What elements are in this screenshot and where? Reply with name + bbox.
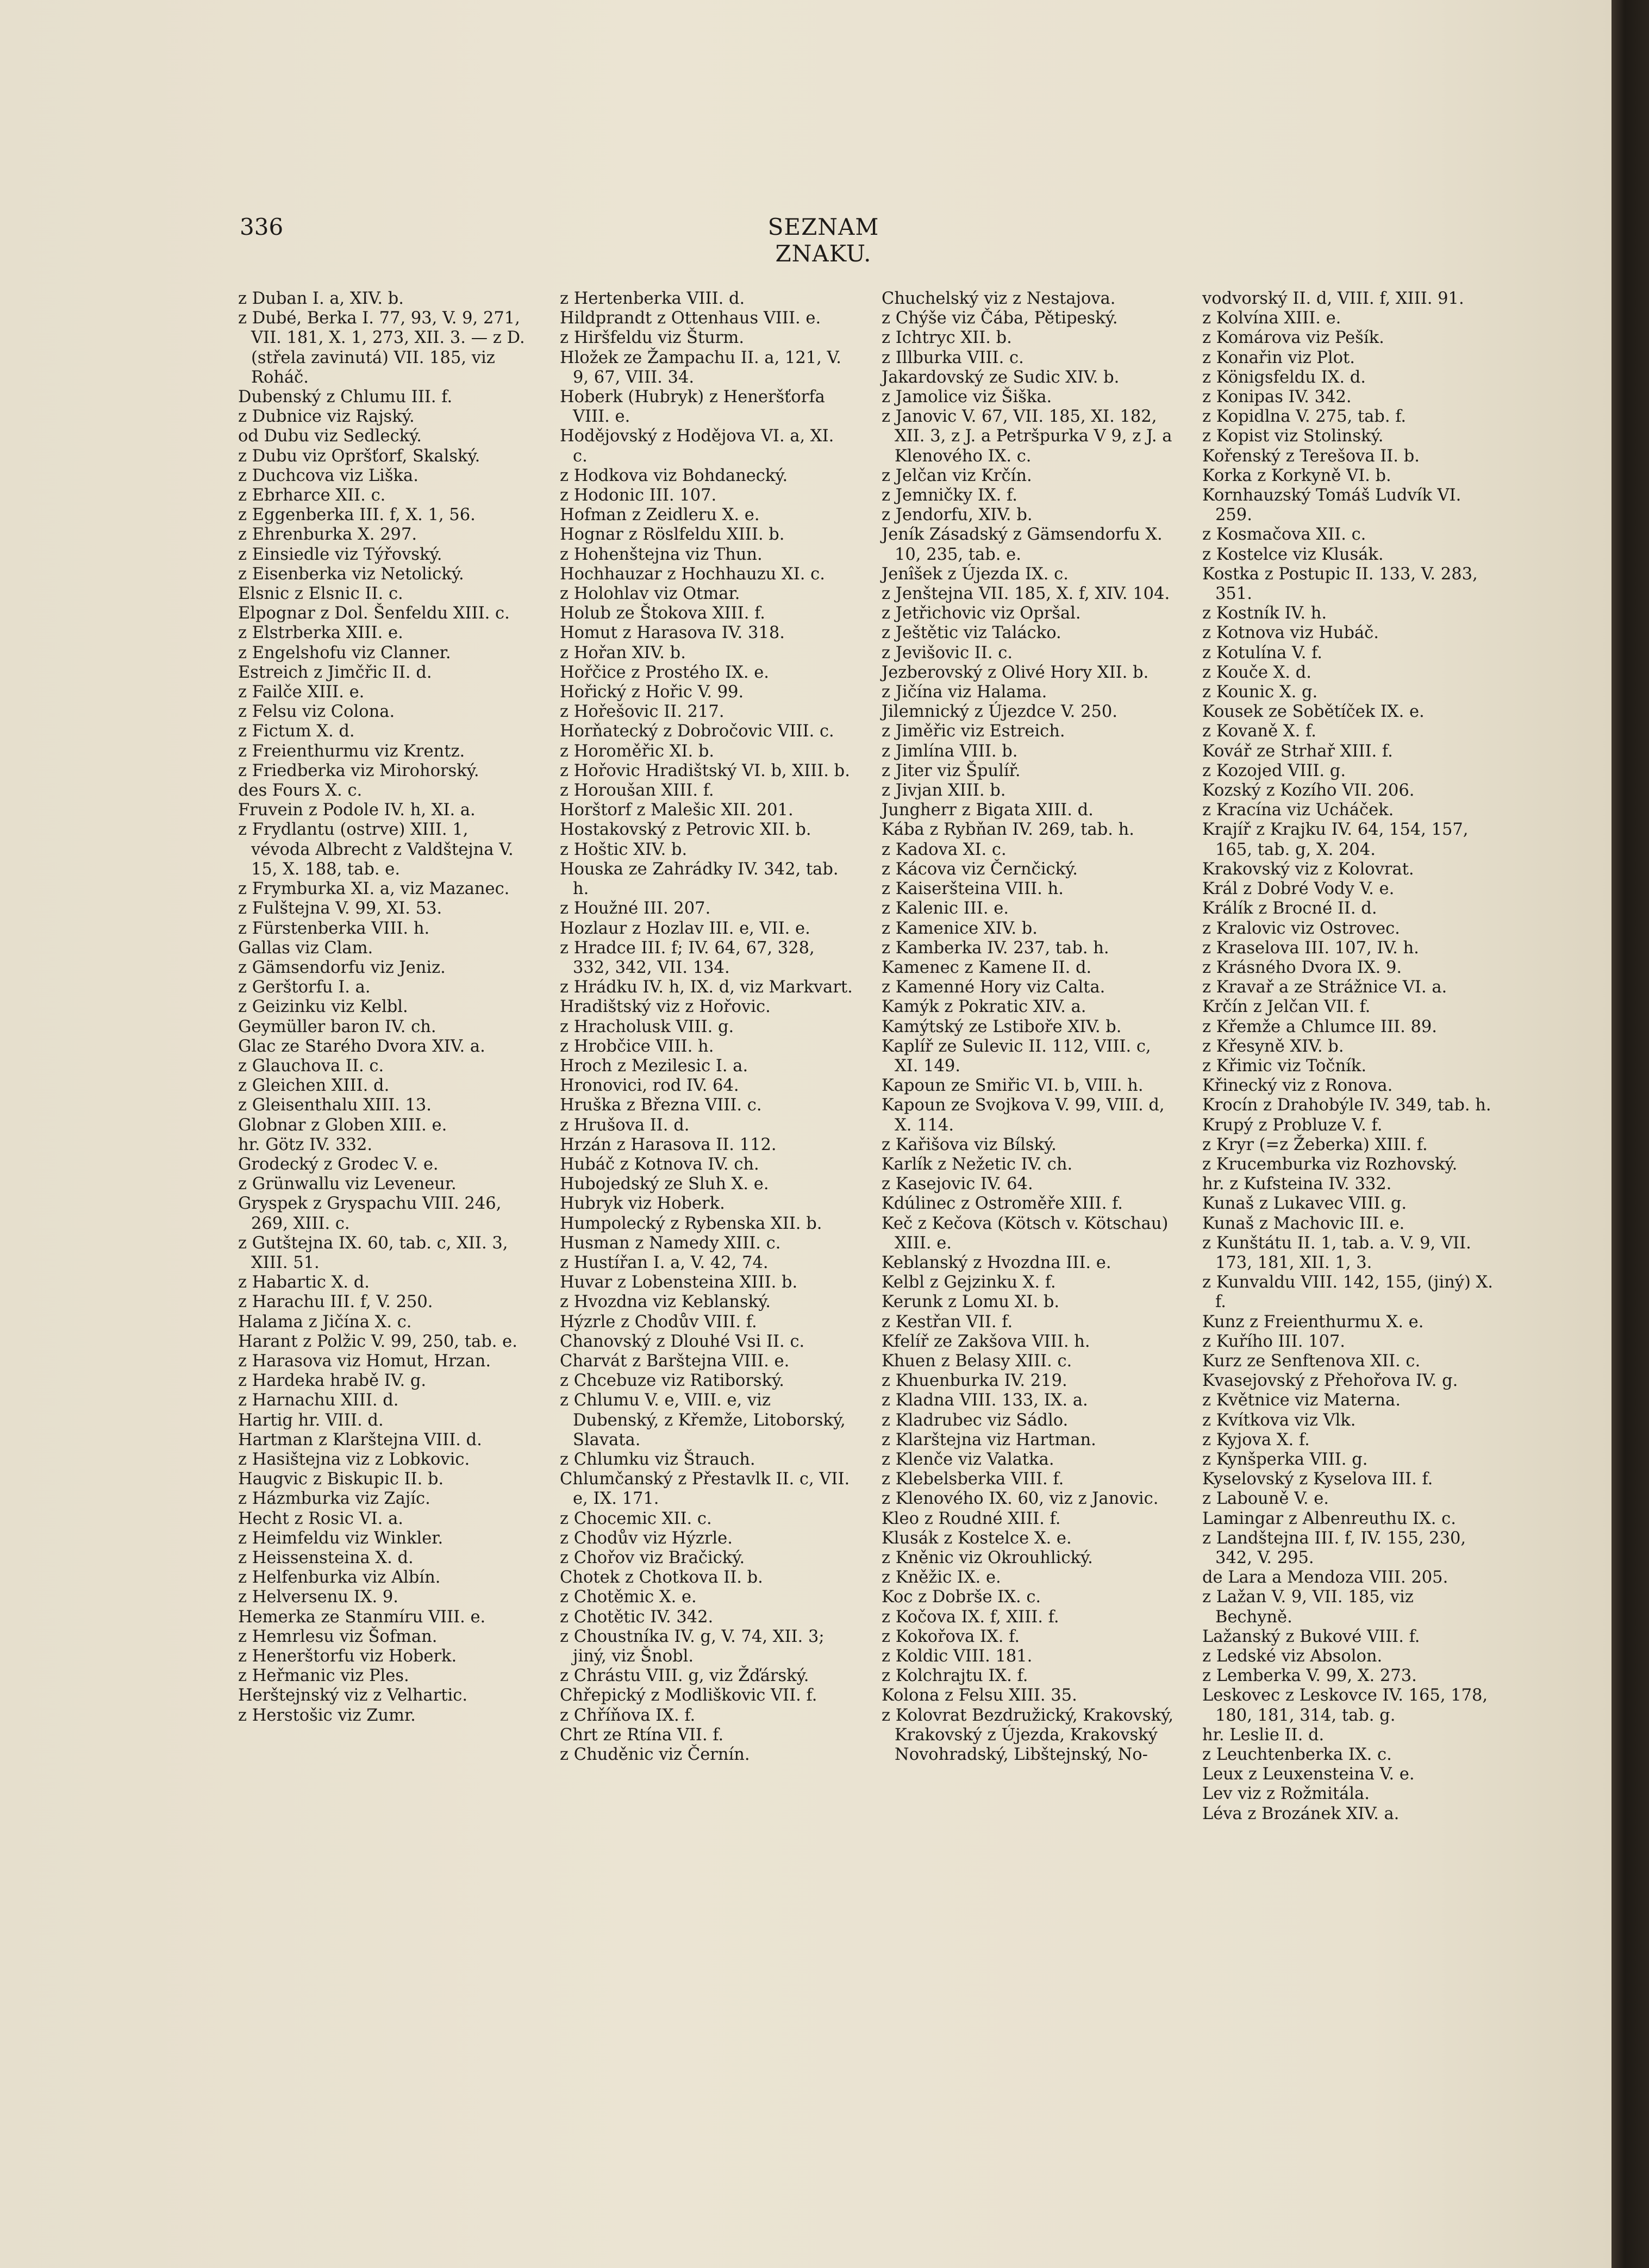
index-entry: z Dubu viz Opršťorf, Skalský. <box>238 446 480 466</box>
index-entry: Charvát z Barštejna VIII. e. <box>560 1351 790 1371</box>
index-entry: Kfelíř ze Zakšova VIII. h. <box>882 1332 1090 1351</box>
index-entry: Hubáč z Kotnova IV. ch. <box>560 1154 759 1174</box>
index-entry: z Hořan XIV. b. <box>560 643 686 663</box>
index-entry: Huvar z Lobensteina XIII. b. <box>560 1273 798 1292</box>
index-entry: z Felsu viz Colona. <box>238 702 395 722</box>
index-entry: z Kamenice XIV. b. <box>882 919 1038 938</box>
index-entry: z Hvozdna viz Keblanský. <box>560 1292 771 1312</box>
index-entry: Kamýtský ze Lstiboře XIV. b. <box>882 1017 1122 1036</box>
index-entry: z Kosmačova XII. c. <box>1202 525 1366 545</box>
index-entry: z Kolvína XIII. e. <box>1202 309 1341 328</box>
index-column-2 <box>560 289 853 1765</box>
index-entry: z Chotětic IV. 342. <box>560 1607 714 1627</box>
index-entry: Kunaš z Machovic III. e. <box>1202 1214 1405 1233</box>
index-entry: z Jiter viz Špulíř. <box>882 761 1021 780</box>
index-entry: Hořický z Hořic V. 99. <box>560 683 744 702</box>
index-entry: z Chuděnic viz Černín. <box>560 1745 750 1765</box>
index-entry: z Fictum X. d. <box>238 722 355 741</box>
index-entry: z Jemničky IX. f. <box>882 486 1017 505</box>
index-entry: z Hardeka hrabě IV. g. <box>238 1371 427 1391</box>
index-entry: z Fulštejna V. 99, XI. 53. <box>238 899 442 919</box>
index-entry: Chanovský z Dlouhé Vsi II. c. <box>560 1332 805 1351</box>
index-entry: z Komárova viz Pešík. <box>1202 328 1384 348</box>
index-entry: Kunz z Freienthurmu X. e. <box>1202 1312 1424 1332</box>
index-entry: z Kotulína V. f. <box>1202 643 1323 663</box>
index-entry: z Lemberka V. 99, X. 273. <box>1202 1666 1417 1686</box>
index-entry: z Křemže a Chlumce III. 89. <box>1202 1017 1437 1036</box>
index-entry: Chlumčanský z Přestavlk II. c, VII. e, IX. 171. <box>560 1470 850 1509</box>
index-entry: de Lara a Mendoza VIII. 205. <box>1202 1568 1448 1588</box>
index-entry: Hruška z Března VIII. c. <box>560 1096 762 1115</box>
index-entry: z Helversenu IX. 9. <box>238 1588 398 1607</box>
index-entry: Léva z Brozánek XIV. a. <box>1202 1804 1400 1823</box>
index-entry: z Hodkova viz Bohdanecký. <box>560 466 788 485</box>
index-entry: Globnar z Globen XIII. e. <box>238 1115 447 1135</box>
index-entry: z Gleisenthalu XIII. 13. <box>238 1096 432 1115</box>
index-entry: z Gämsendorfu viz Jeniz. <box>238 958 446 977</box>
index-entry: Estreich z Jimčřic II. d. <box>238 663 432 682</box>
index-entry: z Kalenic III. e. <box>882 899 1009 919</box>
index-entry: z Kněnic viz Okrouhlický. <box>882 1548 1093 1567</box>
index-entry: z Janovic V. 67, VII. 185, XI. 182, XII. 3, z J. a Petršpurka V 9, z J. a Klenového IX. c. <box>882 407 1172 466</box>
index-entry: Kamenec z Kamene II. d. <box>882 958 1092 977</box>
book-binding-edge <box>1611 0 1649 2268</box>
index-entry: Kapoun ze Smiřic VI. b, VIII. h. <box>882 1076 1144 1096</box>
index-entry: z Kladrubec viz Sádlo. <box>882 1410 1069 1430</box>
index-entry: z Jivjan XIII. b. <box>882 781 1006 801</box>
index-entry: z Ještětic viz Talácko. <box>882 623 1061 643</box>
index-entry: Kdúlinec z Ostroměře XIII. f. <box>882 1194 1123 1214</box>
index-entry: z Chořov viz Bračický. <box>560 1548 745 1567</box>
index-entry: z Kotnova viz Hubáč. <box>1202 623 1379 643</box>
index-entry: z Hrádku IV. h, IX. d, viz Markvart. <box>560 978 853 997</box>
index-entry: Harant z Polžic V. 99, 250, tab. e. <box>238 1332 517 1351</box>
index-entry: Kleo z Roudné XIII. f. <box>882 1509 1061 1528</box>
index-entry: z Elstrberka XIII. e. <box>238 623 403 643</box>
index-entry: z Hustířan I. a, V. 42, 74. <box>560 1253 769 1272</box>
index-entry: Leux z Leuxensteina V. e. <box>1202 1765 1415 1784</box>
index-entry: Kornhauzský Tomáš Ludvík VI. 259. <box>1202 486 1461 525</box>
index-entry: Král z Dobré Vody V. e. <box>1202 879 1395 899</box>
index-entry: Křinecký viz z Ronova. <box>1202 1076 1393 1096</box>
index-entry: z Kralovic viz Ostrovec. <box>1202 919 1400 938</box>
index-entry: z Hrobčice VIII. h. <box>560 1036 714 1056</box>
index-entry: Keč z Kečova (Kötsch v. Kötschau) XIII. e. <box>882 1214 1169 1253</box>
index-entry: z Choustníka IV. g, V. 74, XII. 3; jiný, viz Šnobl. <box>560 1627 824 1666</box>
index-entry: z Horoměřic XI. b. <box>560 741 715 761</box>
index-entry: Krajíř z Krajku IV. 64, 154, 157, 165, tab. g, X. 204. <box>1202 820 1469 859</box>
index-entry: z Geizinku viz Kelbl. <box>238 997 408 1017</box>
index-entry: z Házmburka viz Zajíc. <box>238 1489 430 1509</box>
index-entry: Krocín z Drahobýle IV. 349, tab. h. <box>1202 1096 1491 1115</box>
index-entry: Kousek ze Sobětíček IX. e. <box>1202 702 1425 722</box>
index-entry: z Hohenštejna viz Thun. <box>560 545 763 564</box>
index-entry: Kostka z Postupic II. 133, V. 283, 351. <box>1202 564 1478 604</box>
index-entry: Lažanský z Bukové VIII. f. <box>1202 1627 1420 1646</box>
index-entry: Hemerka ze Stanmíru VIII. e. <box>238 1607 486 1627</box>
index-entry: z Kočova IX. f, XIII. f. <box>882 1607 1059 1627</box>
index-entry: z Heřmanic viz Ples. <box>238 1666 409 1686</box>
index-entry: Kurz ze Senftenova XII. c. <box>1202 1351 1421 1371</box>
index-entry: Holub ze Štokova XIII. f. <box>560 604 766 623</box>
index-entry: Koc z Dobrše IX. c. <box>882 1588 1041 1607</box>
index-entry: z Habartic X. d. <box>238 1273 370 1292</box>
index-entry: Horštorf z Malešic XII. 201. <box>560 801 794 820</box>
index-entry: z Hoštic XIV. b. <box>560 840 688 859</box>
index-entry: z Hrušova II. d. <box>560 1115 690 1135</box>
index-entry: z Eisenberka viz Netolický. <box>238 564 464 584</box>
index-entry: z Konipas IV. 342. <box>1202 388 1352 407</box>
index-entry: z Kařišova viz Bílský. <box>882 1135 1057 1154</box>
index-entry: z Kunštátu II. 1, tab. a. V. 9, VII. 173, 181, XII. 1, 3. <box>1202 1233 1471 1272</box>
index-entry: Hoberk (Hubryk) z Heneršťorfa VIII. e. <box>560 388 825 427</box>
index-entry: Hýzrle z Chodův VIII. f. <box>560 1312 757 1332</box>
index-entry: z Harasova viz Homut, Hrzan. <box>238 1351 491 1371</box>
index-entry: z Hemrlesu viz Šofman. <box>238 1627 438 1646</box>
index-entry: Kunaš z Lukavec VIII. g. <box>1202 1194 1407 1214</box>
index-entry: z Krásného Dvora IX. 9. <box>1202 958 1402 977</box>
index-entry: Hofman z Zeidleru X. e. <box>560 505 760 525</box>
index-entry: Hozlaur z Hozlav III. e, VII. e. <box>560 919 810 938</box>
index-entry: z Kopist viz Stolinský. <box>1202 427 1384 446</box>
index-entry: Kamýk z Pokratic XIV. a. <box>882 997 1086 1017</box>
index-entry: hr. Götz IV. 332. <box>238 1135 373 1154</box>
index-entry: Kořenský z Terešova II. b. <box>1202 446 1420 466</box>
index-entry: Kyselovský z Kyselova III. f. <box>1202 1470 1433 1489</box>
index-entry: z Jendorfu, XIV. b. <box>882 505 1033 525</box>
index-entry: hr. z Kufsteina IV. 332. <box>1202 1174 1392 1194</box>
index-entry: Gryspek z Gryspachu VIII. 246, 269, XIII. c. <box>238 1194 502 1233</box>
index-entry: z Engelshofu viz Clanner. <box>238 643 451 663</box>
page-number: 336 <box>240 214 284 240</box>
index-entry: Chrt ze Rtína VII. f. <box>560 1725 724 1745</box>
index-entry: Hecht z Rosic VI. a. <box>238 1509 403 1528</box>
index-entry: z Hradce III. f; IV. 64, 67, 328, 332, 342, VII. 134. <box>560 938 815 977</box>
index-entry: z Königsfeldu IX. d. <box>1202 367 1366 387</box>
index-entry: z Chlumu V. e, VIII. e, viz Dubenský, z Křemže, Litoborský, Slavata. <box>560 1391 846 1449</box>
index-entry: z Dubnice viz Rajský. <box>238 407 415 427</box>
index-entry: Glac ze Starého Dvora XIV. a. <box>238 1036 485 1056</box>
index-entry: z Illburka VIII. c. <box>882 348 1024 367</box>
index-entry: z Klebelsberka VIII. f. <box>882 1470 1064 1489</box>
index-entry: z Chýše viz Čába, Pětipeský. <box>882 309 1118 328</box>
index-entry: z Kolchrajtu IX. f. <box>882 1666 1028 1686</box>
index-entry: Haugvic z Biskupic II. b. <box>238 1470 444 1489</box>
index-entry: z Grünwallu viz Leveneur. <box>238 1174 457 1194</box>
index-entry: z Freienthurmu viz Krentz. <box>238 741 465 761</box>
index-entry: z Kasejovic IV. 64. <box>882 1174 1033 1194</box>
index-entry: z Hořovic Hradištský VI. b, XIII. b. <box>560 761 850 780</box>
index-entry: Kaplíř ze Sulevic II. 112, VIII. c, XI. 149. <box>882 1036 1151 1076</box>
index-entry: z Kněžic IX. e. <box>882 1568 1001 1588</box>
index-entry: z Hořešovic II. 217. <box>560 702 724 722</box>
index-entry: z Kozojed VIII. g. <box>1202 761 1346 780</box>
index-entry: z Kokořova IX. f. <box>882 1627 1020 1646</box>
index-entry: z Ehrenburka X. 297. <box>238 525 417 545</box>
index-entry: z Jiměřic viz Estreich. <box>882 722 1065 741</box>
index-entry: z Ledské viz Absolon. <box>1202 1647 1383 1666</box>
index-entry: des Fours X. c. <box>238 781 363 801</box>
index-entry: od Dubu viz Sedlecký. <box>238 427 422 446</box>
index-entry: Lev viz z Rožmitála. <box>1202 1784 1370 1804</box>
index-entry: z Friedberka viz Mirohorský. <box>238 761 479 780</box>
index-entry: Jezberovský z Olivé Hory XII. b. <box>882 663 1149 682</box>
index-entry: Králík z Brocné II. d. <box>1202 899 1377 919</box>
index-entry: Hostakovský z Petrovic XII. b. <box>560 820 811 840</box>
index-entry: Herštejnský viz z Velhartic. <box>238 1686 468 1705</box>
index-entry: Geymüller baron IV. ch. <box>238 1017 436 1036</box>
index-entry: Horňatecký z Dobročovic VIII. c. <box>560 722 834 741</box>
index-entry: z Failče XIII. e. <box>238 683 365 702</box>
index-entry: Hochhauzar z Hochhauzu XI. c. <box>560 564 825 584</box>
index-entry: z Hasištejna viz z Lobkovic. <box>238 1449 470 1469</box>
index-entry: z Chlumku viz Štrauch. <box>560 1449 755 1469</box>
index-entry: z Ichtryc XII. b. <box>882 328 1012 348</box>
index-entry: z Jelčan viz Krčín. <box>882 466 1032 485</box>
index-entry: Elsnic z Elsnic II. c. <box>238 584 403 604</box>
index-entry: z Kamberka IV. 237, tab. h. <box>882 938 1109 958</box>
index-entry: z Kracína viz Ucháček. <box>1202 801 1394 820</box>
index-entry: Leskovec z Leskovce IV. 165, 178, 180, 181, 314, tab. g. <box>1202 1686 1488 1725</box>
index-entry: Kelbl z Gejzinku X. f. <box>882 1273 1056 1292</box>
index-entry: z Einsiedle viz Týřovský. <box>238 545 442 564</box>
index-entry: z Chříňova IX. f. <box>560 1705 696 1725</box>
index-entry: Korka z Korkyně VI. b. <box>1202 466 1391 485</box>
index-entry: z Harachu III. f, V. 250. <box>238 1292 433 1312</box>
index-entry: z Chocemic XII. c. <box>560 1509 712 1528</box>
index-entry: Hroch z Mezilesic I. a. <box>560 1056 748 1076</box>
index-entry: z Klenče viz Valatka. <box>882 1449 1054 1469</box>
index-entry: z Chrástu VIII. g, viz Žďárský. <box>560 1666 809 1686</box>
index-entry: z Chcebuze viz Ratiborský. <box>560 1371 784 1391</box>
index-entry: z Dubé, Berka I. 77, 93, V. 9, 271, VII. 181, X. 1, 273, XII. 3. — z D. (střela zavinutá) VII. 185, viz Roháč. <box>238 309 525 387</box>
index-entry: Chuchelský viz z Nestajova. <box>882 289 1116 308</box>
index-entry: z Konařin viz Plot. <box>1202 348 1355 367</box>
index-entry: z Horoušan XIII. f. <box>560 781 714 801</box>
index-entry: z Helfenburka viz Albín. <box>238 1568 441 1588</box>
index-entry: z Kraselova III. 107, IV. h. <box>1202 938 1419 958</box>
index-entry: z Gleichen XIII. d. <box>238 1076 390 1096</box>
index-entry: z Leuchtenberka IX. c. <box>1202 1745 1392 1765</box>
index-entry: z Glauchova II. c. <box>238 1056 384 1076</box>
index-entry: hr. Leslie II. d. <box>1202 1725 1325 1745</box>
index-column-1 <box>238 289 532 1726</box>
index-entry: Kolona z Felsu XIII. 35. <box>882 1686 1077 1705</box>
index-entry: Kvasejovský z Přehořova IV. g. <box>1202 1371 1458 1391</box>
index-entry: Krakovský viz z Kolovrat. <box>1202 859 1414 879</box>
index-column-4 <box>1202 289 1496 1824</box>
index-entry: z Kouče X. d. <box>1202 663 1311 682</box>
index-entry: Hartman z Klarštejna VIII. d. <box>238 1430 482 1449</box>
index-entry: z Hiršfeldu viz Šturm. <box>560 328 745 348</box>
index-entry: Karlík z Nežetic IV. ch. <box>882 1154 1073 1174</box>
index-entry: Hložek ze Žampachu II. a, 121, V. 9, 67, VIII. 34. <box>560 348 841 387</box>
running-head: SEZNAM ZNAKU. <box>767 214 879 267</box>
index-entry: z Fürstenberka VIII. h. <box>238 919 430 938</box>
index-entry: z Kounic X. g. <box>1202 683 1318 702</box>
index-entry: Hořčice z Prostého IX. e. <box>560 663 769 682</box>
index-entry: z Holohlav viz Otmar. <box>560 584 740 604</box>
index-entry: z Kvítkova viz Vlk. <box>1202 1410 1356 1430</box>
index-entry: z Kladna VIII. 133, IX. a. <box>882 1391 1088 1410</box>
index-entry: z Kostník IV. h. <box>1202 604 1327 623</box>
index-entry: Gallas viz Clam. <box>238 938 373 958</box>
index-entry: z Kestřan VII. f. <box>882 1312 1013 1332</box>
index-entry: Kába z Rybňan IV. 269, tab. h. <box>882 820 1134 840</box>
index-entry: Fruvein z Podole IV. h, XI. a. <box>238 801 476 820</box>
index-entry: z Křimic viz Točník. <box>1202 1056 1367 1076</box>
index-entry: z Houžné III. 207. <box>560 899 711 919</box>
index-entry: z Jevišovic II. c. <box>882 643 1013 663</box>
index-entry: z Eggenberka III. f, X. 1, 56. <box>238 505 476 525</box>
index-entry: Kozský z Kozího VII. 206. <box>1202 781 1415 801</box>
index-entry: z Gutštejna IX. 60, tab. c, XII. 3, XIII. 51. <box>238 1233 508 1272</box>
index-entry: z Kyjova X. f. <box>1202 1430 1310 1449</box>
index-entry: Humpolecký z Rybenska XII. b. <box>560 1214 822 1233</box>
index-entry: z Lažan V. 9, VII. 185, viz Bechyně. <box>1202 1588 1414 1627</box>
index-entry: z Koldic VIII. 181. <box>882 1647 1033 1666</box>
index-entry: z Kunvaldu VIII. 142, 155, (jiný) X. f. <box>1202 1273 1493 1312</box>
index-entry: z Hodonic III. 107. <box>560 486 717 505</box>
index-entry: Hronovici, rod IV. 64. <box>560 1076 739 1096</box>
index-entry: z Kuřího III. 107. <box>1202 1332 1346 1351</box>
index-entry: z Landštejna III. f, IV. 155, 230, 342, V. 295. <box>1202 1528 1466 1567</box>
index-entry: z Kopidlna V. 275, tab. f. <box>1202 407 1407 427</box>
index-entry: z Frydlantu (ostrve) XIII. 1, vévoda Albrecht z Valdštejna V. 15, X. 188, tab. e. <box>238 820 514 879</box>
index-entry: Hradištský viz z Hořovic. <box>560 997 771 1017</box>
index-entry: z Jamolice viz Šiška. <box>882 388 1052 407</box>
index-entry: z Chotěmic X. e. <box>560 1588 697 1607</box>
index-entry: Kovář ze Strhař XIII. f. <box>1202 741 1393 761</box>
index-entry: Chřepický z Modliškovic VII. f. <box>560 1686 817 1705</box>
index-entry: z Duchcova viz Liška. <box>238 466 419 485</box>
index-entry: Jenîšek z Újezda IX. c. <box>882 564 1069 584</box>
index-entry: z Kolovrat Bezdružický, Krakovský, Krakovský z Újezda, Krakovský Novohradský, Libštejnský, No- <box>882 1705 1174 1765</box>
index-entry: z Labouně V. e. <box>1202 1489 1329 1509</box>
index-entry: Klusák z Kostelce X. e. <box>882 1528 1072 1548</box>
index-entry: z Kryr (=z Žeberka) XIII. f. <box>1202 1135 1428 1154</box>
index-entry: z Henerštorfu viz Hoberk. <box>238 1647 457 1666</box>
index-entry: z Klarštejna viz Hartman. <box>882 1430 1096 1449</box>
index-entry: Kapoun ze Svojkova V. 99, VIII. d, X. 114. <box>882 1096 1165 1135</box>
index-entry: Hognar z Röslfeldu XIII. b. <box>560 525 785 545</box>
index-entry: z Kadova XI. c. <box>882 840 1007 859</box>
index-entry: z Květnice viz Materna. <box>1202 1391 1401 1410</box>
index-entry: z Klenového IX. 60, viz z Janovic. <box>882 1489 1159 1509</box>
index-entry: z Jenštejna VII. 185, X. f, XIV. 104. <box>882 584 1170 604</box>
index-entry: Elpognar z Dol. Šenfeldu XIII. c. <box>238 604 510 623</box>
index-entry: Hildprandt z Ottenhaus VIII. e. <box>560 309 821 328</box>
index-entry: Jakardovský ze Sudic XIV. b. <box>882 367 1120 387</box>
index-entry: Krupý z Probluze V. f. <box>1202 1115 1383 1135</box>
index-entry: z Ebrharce XII. c. <box>238 486 386 505</box>
index-entry: Hrzán z Harasova II. 112. <box>560 1135 777 1154</box>
index-entry: z Kravař a ze Strážnice VI. a. <box>1202 978 1447 997</box>
index-entry: z Heimfeldu viz Winkler. <box>238 1528 444 1548</box>
index-entry: z Kaiseršteina VIII. h. <box>882 879 1064 899</box>
index-entry: Hubojedský ze Sluh X. e. <box>560 1174 769 1194</box>
index-entry: Krčín z Jelčan VII. f. <box>1202 997 1371 1017</box>
index-entry: z Hertenberka VIII. d. <box>560 289 745 308</box>
index-entry: Chotek z Chotkova II. b. <box>560 1568 763 1588</box>
index-entry: z Hracholusk VIII. g. <box>560 1017 734 1036</box>
index-entry: z Duban I. a, XIV. b. <box>238 289 404 308</box>
index-entry: Dubenský z Chlumu III. f. <box>238 388 453 407</box>
index-column-3 <box>882 289 1175 1765</box>
index-entry: Grodecký z Grodec V. e. <box>238 1154 439 1174</box>
index-entry: Halama z Jičína X. c. <box>238 1312 412 1332</box>
index-entry: Lamingar z Albenreuthu IX. c. <box>1202 1509 1456 1528</box>
index-entry: z Kamenné Hory viz Calta. <box>882 978 1105 997</box>
index-entry: Kerunk z Lomu XI. b. <box>882 1292 1060 1312</box>
index-entry: z Gerštorfu I. a. <box>238 978 371 997</box>
index-entry: z Kostelce viz Klusák. <box>1202 545 1384 564</box>
index-entry: z Chodův viz Hýzrle. <box>560 1528 733 1548</box>
index-entry: Jilemnický z Újezdce V. 250. <box>882 702 1117 722</box>
index-entry: z Harnachu XIII. d. <box>238 1391 399 1410</box>
index-entry: z Kynšperka VIII. g. <box>1202 1449 1368 1469</box>
index-entry: Jeník Zásadský z Gämsendorfu X. 10, 235, tab. e. <box>882 525 1163 564</box>
index-entry: z Jimlína VIII. b. <box>882 741 1018 761</box>
index-entry: vodvorský II. d, VIII. f, XIII. 91. <box>1202 289 1464 308</box>
index-entry: z Kácova viz Černčický. <box>882 859 1078 879</box>
index-entry: z Křesyně XIV. b. <box>1202 1036 1344 1056</box>
index-entry: Husman z Namedy XIII. c. <box>560 1233 781 1253</box>
index-entry: z Kovaně X. f. <box>1202 722 1316 741</box>
index-entry: Jungherr z Bigata XIII. d. <box>882 801 1094 820</box>
index-entry: Khuen z Belasy XIII. c. <box>882 1351 1072 1371</box>
index-entry: z Heissensteina X. d. <box>238 1548 414 1567</box>
index-entry: z Frymburka XI. a, viz Mazanec. <box>238 879 510 899</box>
index-entry: z Jičína viz Halama. <box>882 683 1047 702</box>
index-entry: Hartig hr. VIII. d. <box>238 1410 384 1430</box>
index-entry: z Herstošic viz Zumr. <box>238 1705 416 1725</box>
index-entry: Homut z Harasova IV. 318. <box>560 623 785 643</box>
index-entry: z Jetřichovic viz Opršal. <box>882 604 1081 623</box>
index-entry: Keblanský z Hvozdna III. e. <box>882 1253 1111 1272</box>
index-entry: Houska ze Zahrádky IV. 342, tab. h. <box>560 859 839 899</box>
index-entry: z Krucemburka viz Rozhovský. <box>1202 1154 1458 1174</box>
index-entry: z Khuenburka IV. 219. <box>882 1371 1067 1391</box>
index-entry: Hubryk viz Hoberk. <box>560 1194 725 1214</box>
index-entry: Hodějovský z Hodějova VI. a, XI. c. <box>560 427 834 466</box>
